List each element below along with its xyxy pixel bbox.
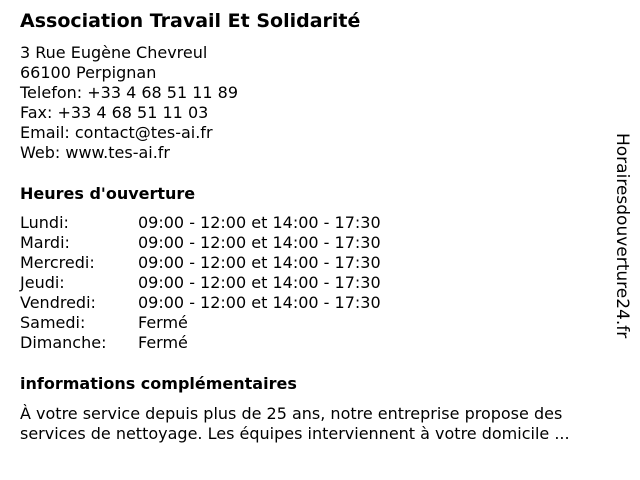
business-name: Association Travail Et Solidarité xyxy=(20,10,361,32)
street-address: 3 Rue Eugène Chevreul xyxy=(20,43,208,62)
address-block xyxy=(20,43,238,163)
day-hours: Fermé xyxy=(138,313,188,332)
info-description: À votre service depuis plus de 25 ans, notre entreprise propose des services de nettoyage. Les équipes interviennent à votre domicile ... xyxy=(20,404,570,443)
day-hours: 09:00 - 12:00 et 14:00 - 17:30 xyxy=(138,233,381,252)
day-hours: 09:00 - 12:00 et 14:00 - 17:30 xyxy=(138,253,381,272)
fax-number: Fax: +33 4 68 51 11 03 xyxy=(20,103,209,122)
phone-number: Telefon: +33 4 68 51 11 89 xyxy=(20,83,239,102)
day-hours: 09:00 - 12:00 et 14:00 - 17:30 xyxy=(138,293,381,312)
day-label: Lundi: xyxy=(20,213,69,232)
day-label: Mardi: xyxy=(20,233,70,252)
day-label: Jeudi: xyxy=(20,273,65,292)
email-address: Email: contact@tes-ai.fr xyxy=(20,123,213,142)
day-label: Dimanche: xyxy=(20,333,107,352)
watermark-site-name: Horairesdouverture24.fr xyxy=(612,133,632,339)
info-heading: informations complémentaires xyxy=(20,374,297,393)
day-hours: 09:00 - 12:00 et 14:00 - 17:30 xyxy=(138,273,381,292)
hours-heading: Heures d'ouverture xyxy=(20,184,196,203)
day-hours: Fermé xyxy=(138,333,188,352)
website: Web: www.tes-ai.fr xyxy=(20,143,171,162)
day-label: Vendredi: xyxy=(20,293,96,312)
day-hours: 09:00 - 12:00 et 14:00 - 17:30 xyxy=(138,213,381,232)
day-label: Samedi: xyxy=(20,313,86,332)
day-label: Mercredi: xyxy=(20,253,95,272)
city-postal: 66100 Perpignan xyxy=(20,63,157,82)
